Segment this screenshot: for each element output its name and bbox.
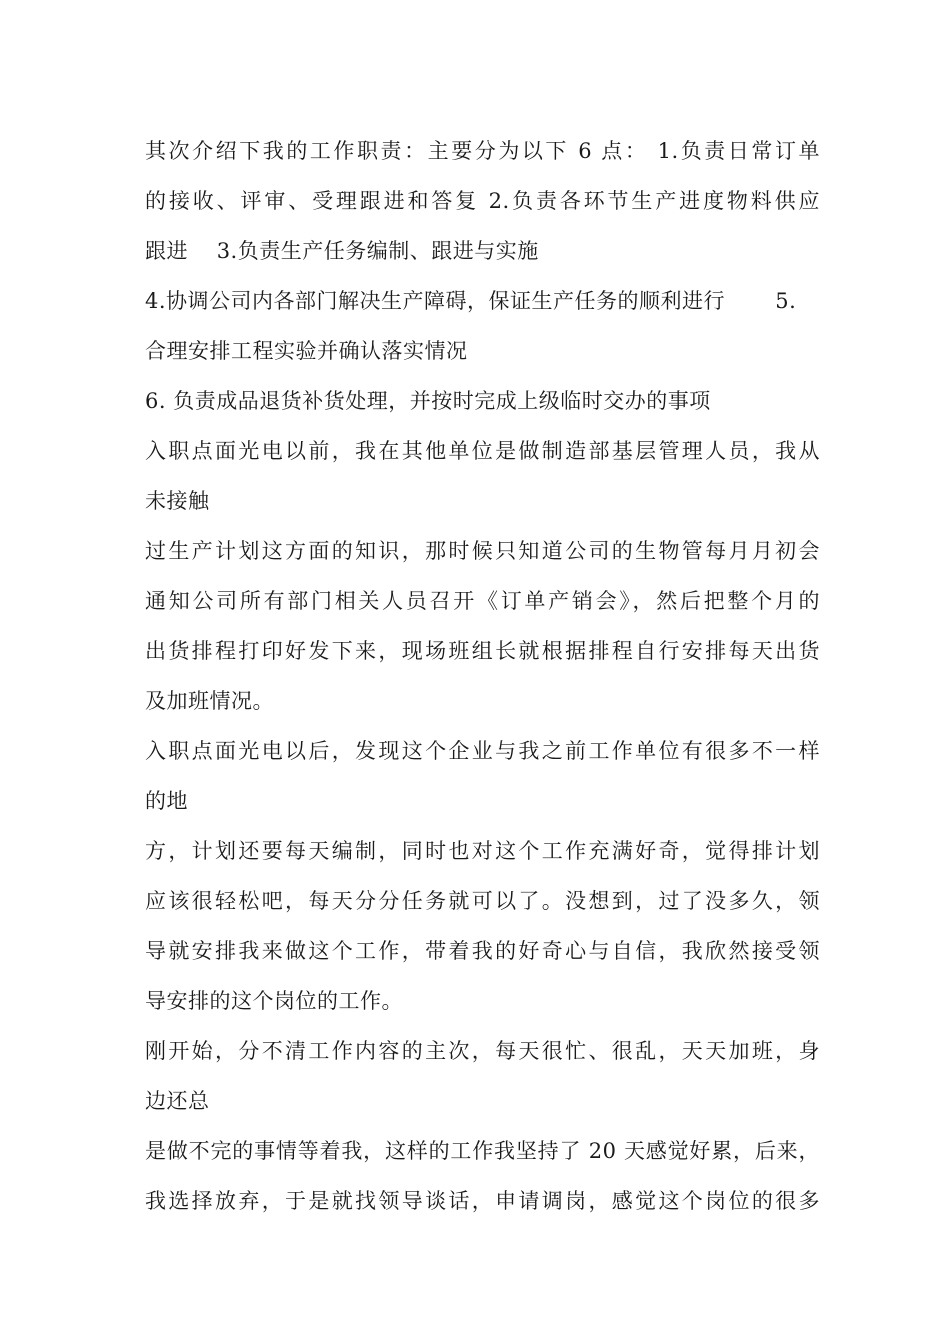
text-line-14: 的地 <box>145 789 188 813</box>
text-line-6: 6. 负责成品退货补货处理，并按时完成上级临时交办的事项 <box>145 389 711 413</box>
text-line-3: 跟进 3.负责生产任务编制、跟进与实施 <box>145 239 539 263</box>
text-line-13: 入职点面光电以后，发现这个企业与我之前工作单位有很多不一样 <box>145 739 820 763</box>
text-line-7: 入职点面光电以前，我在其他单位是做制造部基层管理人员，我从 <box>145 439 820 463</box>
text-line-17: 导就安排我来做这个工作，带着我的好奇心与自信，我欣然接受领 <box>145 939 820 963</box>
text-line-4: 4.协调公司内各部门解决生产障碍，保证生产任务的顺利进行 5. <box>145 289 797 313</box>
text-line-11: 出货排程打印好发下来，现场班组长就根据排程自行安排每天出货 <box>145 639 820 663</box>
text-line-8: 未接触 <box>145 489 210 513</box>
text-line-19: 刚开始，分不清工作内容的主次，每天很忙、很乱，天天加班，身 <box>145 1039 820 1063</box>
document-body <box>145 126 820 1226</box>
text-line-20: 边还总 <box>145 1089 210 1113</box>
text-line-10: 通知公司所有部门相关人员召开《订单产销会》，然后把整个月的 <box>145 589 820 613</box>
text-line-9: 过生产计划这方面的知识，那时候只知道公司的生物管每月月初会 <box>145 539 820 563</box>
text-line-16: 应该很轻松吧，每天分分任务就可以了。没想到，过了没多久，领 <box>145 889 820 913</box>
text-line-15: 方，计划还要每天编制，同时也对这个工作充满好奇，觉得排计划 <box>145 839 820 863</box>
text-line-21: 是做不完的事情等着我，这样的工作我坚持了 20 天感觉好累，后来， <box>145 1139 820 1163</box>
text-line-1: 其次介绍下我的工作职责：主要分为以下 6 点： 1.负责日常订单 <box>145 139 820 163</box>
text-line-5: 合理安排工程实验并确认落实情况 <box>145 339 468 363</box>
text-line-2: 的接收、评审、受理跟进和答复 2.负责各环节生产进度物料供应 <box>145 189 820 213</box>
text-line-12: 及加班情况。 <box>145 689 274 713</box>
text-line-22: 我选择放弃，于是就找领导谈话，申请调岗，感觉这个岗位的很多 <box>145 1189 820 1213</box>
text-line-18: 导安排的这个岗位的工作。 <box>145 989 403 1013</box>
